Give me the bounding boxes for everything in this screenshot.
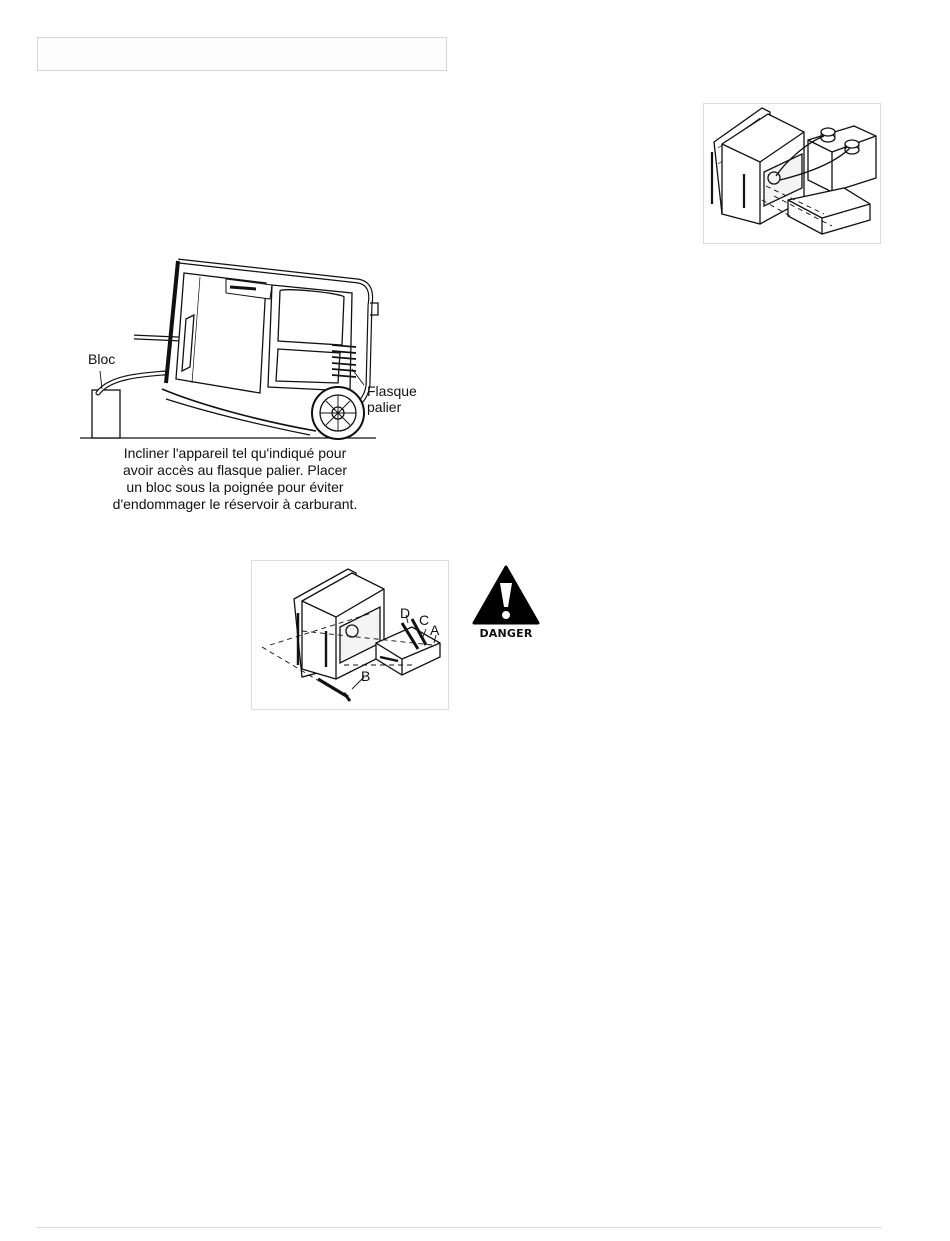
danger-symbol	[472, 565, 540, 643]
caption-line: d'endommager le réservoir à carburant.	[112, 496, 358, 512]
label-b: B	[361, 668, 371, 684]
danger-label: DANGER	[479, 627, 533, 640]
figure-assembly	[251, 560, 449, 710]
footer-rule	[37, 1227, 882, 1228]
battery-housing-drawing	[704, 104, 880, 243]
figure-tilted-generator	[80, 253, 380, 441]
label-flange-line2: palier	[367, 399, 402, 415]
figure-battery-housing	[703, 103, 881, 244]
figure-caption	[85, 445, 385, 513]
caption-line: Incliner l'appareil tel qu'indiqué pour	[123, 445, 347, 461]
header-box	[37, 37, 447, 71]
label-block: Bloc	[88, 351, 116, 367]
danger-triangle-icon	[472, 565, 540, 627]
caption-line: avoir accès au flasque palier. Placer	[122, 462, 348, 478]
label-a: A	[430, 622, 440, 638]
label-c: C	[419, 612, 430, 628]
label-flange-line1: Flasque	[367, 383, 417, 399]
assembly-drawing	[252, 561, 448, 709]
caption-line: un bloc sous la poignée pour éviter	[126, 479, 344, 495]
tilted-generator-drawing	[80, 253, 380, 441]
label-d: D	[400, 605, 411, 621]
